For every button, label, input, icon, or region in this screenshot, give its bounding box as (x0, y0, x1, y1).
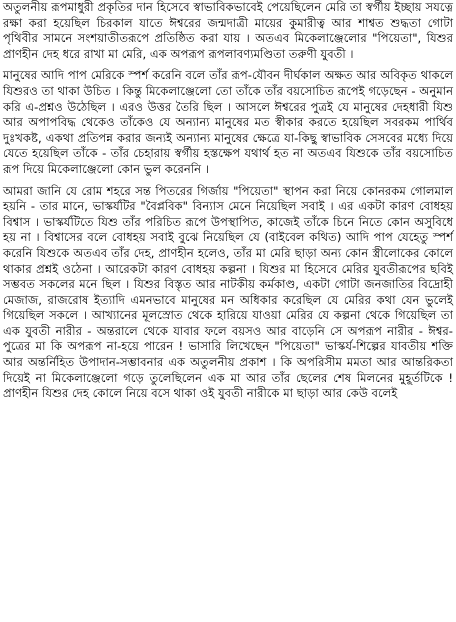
paragraph-2: মানুষের আদি পাপ মেরিকে স্পর্শ করেনি বলে তাঁর রূপ-যৌবন দীর্ঘকাল অক্ষত আর অবিকৃত থাকলে যিশুরও তা থাকা উচিত । কিন্তু মিকেলাঞ্জেলো তো তাঁকে তাঁর বয়সোচিত রূপেই গড়েছেন - অনুমান করি এ-প্রশ্নও উঠেছিল । এরও উত্তর তৈরি ছিল । আসলে ঈশ্বরের পুত্রই যে মানুষের দেহধারী যিশু আর অপাপবিদ্ধ থেকেও তাঁকেও যে অন্যান্য মানুষের মত স্বীকার করতে হয়েছিল সবরকম পার্থিব দুঃখকষ্ট, একথা প্রতিপন্ন করার জন্যই অন্যান্য মানুষের ক্ষেত্রে যা-কিছু স্বাভাবিক সেসবের মধ্যে দিয়ে যেতে হয়েছিল তাঁকে - তাঁর চেহারায় স্বর্গীয় হস্তক্ষেপ যথার্থ হত না অতএব যিশুকে তাঁর বয়সোচিত রূপ দিয়ে মিকেলাঞ্জেলো কোন ভুল করেননি । (3, 68, 453, 176)
paragraph-3: আমরা জানি যে রোম শহরে সন্ত পিতরের গির্জায় "পিয়েতা" স্থাপন করা নিয়ে কোনরকম গোলমাল হয়নি - তার মানে, ভাস্কর্যটির "বৈপ্লবিক" বিন্যাস মেনে নিয়েছিল সবাই । এর একটা কারণ বোধহয় বিশ্বাস । ভাস্কর্যটিতে যিশু তাঁর পরিচিত রূপে উপস্থাপিত, কাজেই তাঁকে চিনে নিতে কোন অসুবিধে হয় না । বিশ্বাসের বলে বোধহয় সবাই বুঝে নিয়েছিল যে (বাইবেল কথিত) আদি পাপ যেহেতু স্পর্শ করেনি যিশুকে অতএব তাঁর দেহ, প্রাণহীন হলেও, তাঁর মা মেরি ছাড়া অন্য কোন স্ত্রীলোকের কোলে থাকার প্রশ্নই ওঠেনা । আরেকটা কারণ বোধহয় কল্পনা । যিশুর মা হিসেবে মেরির যুবতীরূপের ছবিই সম্ভবত সকলের মনে ছিল । যিশুর বিস্তৃত আর নাটকীয় কর্মকাণ্ড, একটা গোটা জনজাতির বিদ্রোহী মেজাজ, রাজরোষ ইত্যাদি এমনভাবে মানুষের মন অধিকার করেছিল যে মেরির কথা যেন ভুলেই গিয়েছিল সকলে । আখ্যানের মূলস্রোত থেকে হারিয়ে যাওয়া মেরির যে কল্পনা থেকে গিয়েছিল তা এক যুবতী নারীর - অন্তরালে থেকে যাবার ফলে বয়সও আর বাড়েনি সে অপরূপ নারীর - ঈশ্বর-পুত্রের মা কি অপরূপ না-হয়ে পারেন ! ভাসারি লিখেছেন "পিয়েতা" ভাস্কর্য-শিল্পের যাবতীয় শক্তি আর অন্তর্নিহিত উপাদান-সম্ভাবনার এক অতুলনীয় প্রকাশ । কি অপরিসীম মমতা আর আন্তরিকতা দিয়েই না মিকেলাঞ্জেলো গড়ে তুলেছিলেন এক মা আর তাঁর ছেলের শেষ মিলনের মুহূর্তটিকে ! প্রাণহীন যিশুর দেহ কোলে নিয়ে বসে থাকা ওই যুবতী নারীকে মা ছাড়া আর কেউ বলেই (3, 183, 453, 401)
paragraph-1: অতুলনীয় রূপমাধুরী প্রকৃতির দান হিসেবে স্বাভাবিকভাবেই পেয়েছিলেন মেরি তা স্বর্গীয় ইচ্ছায় সযত্নে রক্ষা করা হয়েছিল চিরকাল যাতে ঈশ্বরের জন্মদাত্রী মায়ের কুমারীত্ব আর শাশ্বত শুদ্ধতা গোটা পৃথিবীর সামনে সংশয়াতীতরূপে প্রতিষ্ঠিত করা যায় । অতএব মিকেলাঞ্জেলোর "পিয়েতা", যিশুর প্রাণহীন দেহ ধরে রাখা মা মেরি, এক অপরূপ রূপলাবণ্যমণ্ডিতা তরুণী যুবতী । (3, 0, 453, 61)
